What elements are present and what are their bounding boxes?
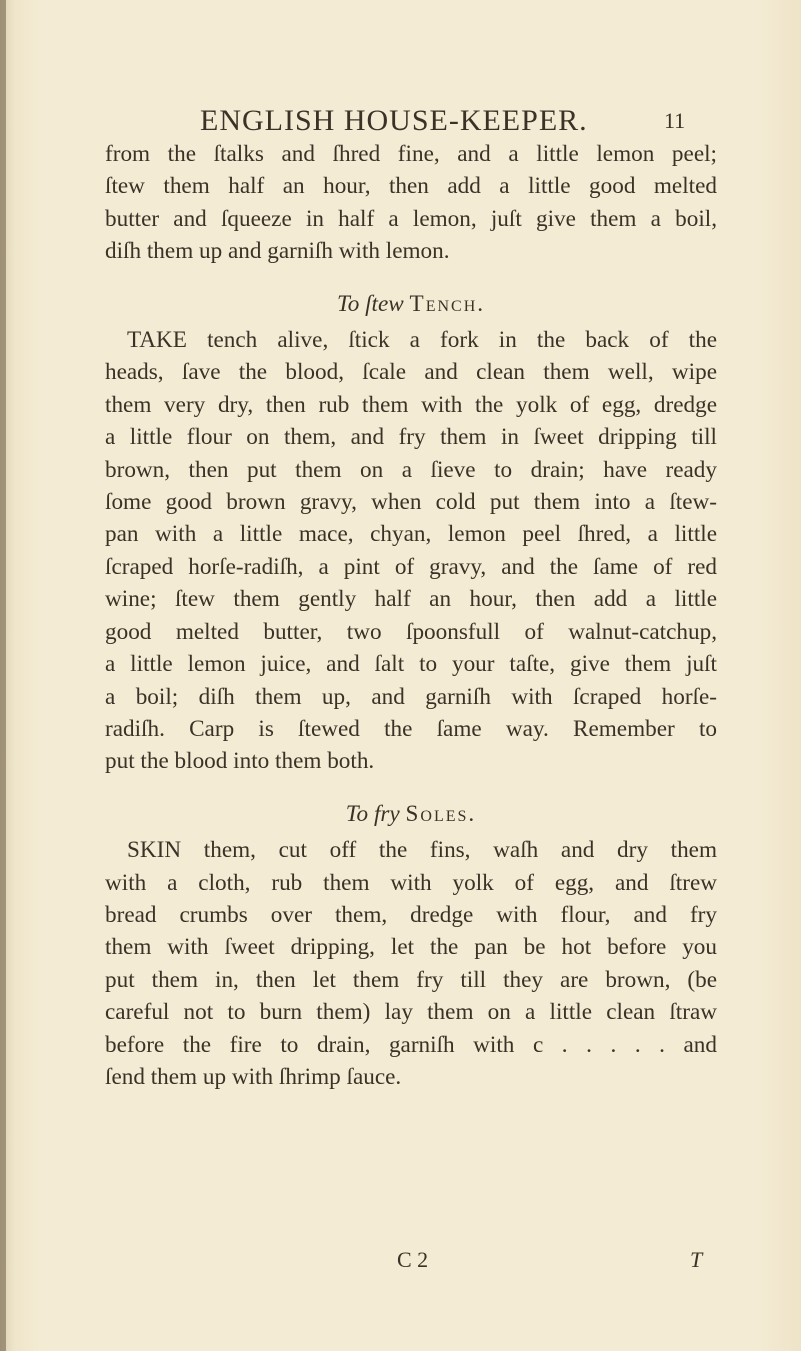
text-line: good melted butter, two ſpoonsfull of walnut-catchup,	[105, 618, 717, 645]
text-line: careful not to burn them) lay them on a little clean ſtraw	[105, 999, 717, 1026]
signature-mark: C 2	[397, 1247, 429, 1272]
heading-italic: To fry	[345, 800, 400, 827]
page-number: 11	[664, 108, 686, 133]
text-line: from the ſtalks and ſhred fine, and a little lemon peel;	[105, 141, 717, 167]
text-line: pan with a little mace, chyan, lemon peel ſhred, a little	[105, 521, 717, 548]
text-line: ſome good brown gravy, when cold put them into a ſtew-	[105, 489, 717, 516]
catchword: T	[690, 1247, 703, 1272]
paragraph-tench	[105, 324, 717, 778]
text-line: them very dry, then rub them with the yolk of egg, dredge	[105, 391, 717, 418]
text-line: brown, then put them on a ſieve to drain; have ready	[105, 456, 717, 483]
intro-paragraph	[105, 138, 717, 268]
text-line: ſtew them half an hour, then add a little good melted	[105, 173, 717, 200]
running-head: ENGLISH HOUSE-KEEPER.	[200, 104, 588, 137]
section-heading-tench	[105, 288, 717, 320]
heading-caps: Soles.	[405, 800, 477, 827]
paragraph-soles	[105, 834, 717, 1093]
text-line: SKIN them, cut off the fins, waſh and dry them	[127, 837, 717, 864]
text-line: wine; ſtew them gently half an hour, then add a little	[105, 586, 717, 613]
text-line: bread crumbs over them, dredge with flour, and fry	[105, 901, 717, 928]
text-line: with a cloth, rub them with yolk of egg, and ſtrew	[105, 869, 717, 896]
text-line: radiſh. Carp is ſtewed the ſame way. Remember to	[105, 715, 717, 742]
text-line: put them in, then let them fry till they are brown, (be	[105, 966, 717, 993]
text-line: butter and ſqueeze in half a lemon, juſt give them a boil,	[105, 205, 717, 232]
body-text	[105, 138, 717, 1093]
text-line: ſcraped horſe-radiſh, a pint of gravy, and the ſame of red	[105, 553, 717, 580]
section-heading-soles	[105, 798, 717, 830]
text-line: them with ſweet dripping, let the pan be hot before you	[105, 934, 717, 961]
text-line: a little lemon juice, and ſalt to your taſte, give them juſt	[105, 651, 717, 678]
page-gutter-shadow	[0, 0, 6, 1351]
text-line: a boil; diſh them up, and garniſh with ſcraped horſe-	[105, 683, 717, 710]
text-line: put the blood into them both.	[105, 748, 375, 775]
heading-caps: Tench.	[409, 290, 486, 317]
text-line: heads, ſave the blood, ſcale and clean them well, wipe	[105, 359, 717, 386]
text-line: before the fire to drain, garniſh with c . . . . . and	[105, 1031, 717, 1058]
text-line: diſh them up and garniſh with lemon.	[105, 238, 450, 265]
text-line: ſend them up with ſhrimp ſauce.	[105, 1063, 402, 1090]
text-line: a little flour on them, and fry them in ſweet dripping till	[105, 424, 717, 451]
text-line: TAKE tench alive, ſtick a fork in the back of the	[127, 327, 717, 354]
heading-italic: To ſtew	[336, 290, 404, 317]
